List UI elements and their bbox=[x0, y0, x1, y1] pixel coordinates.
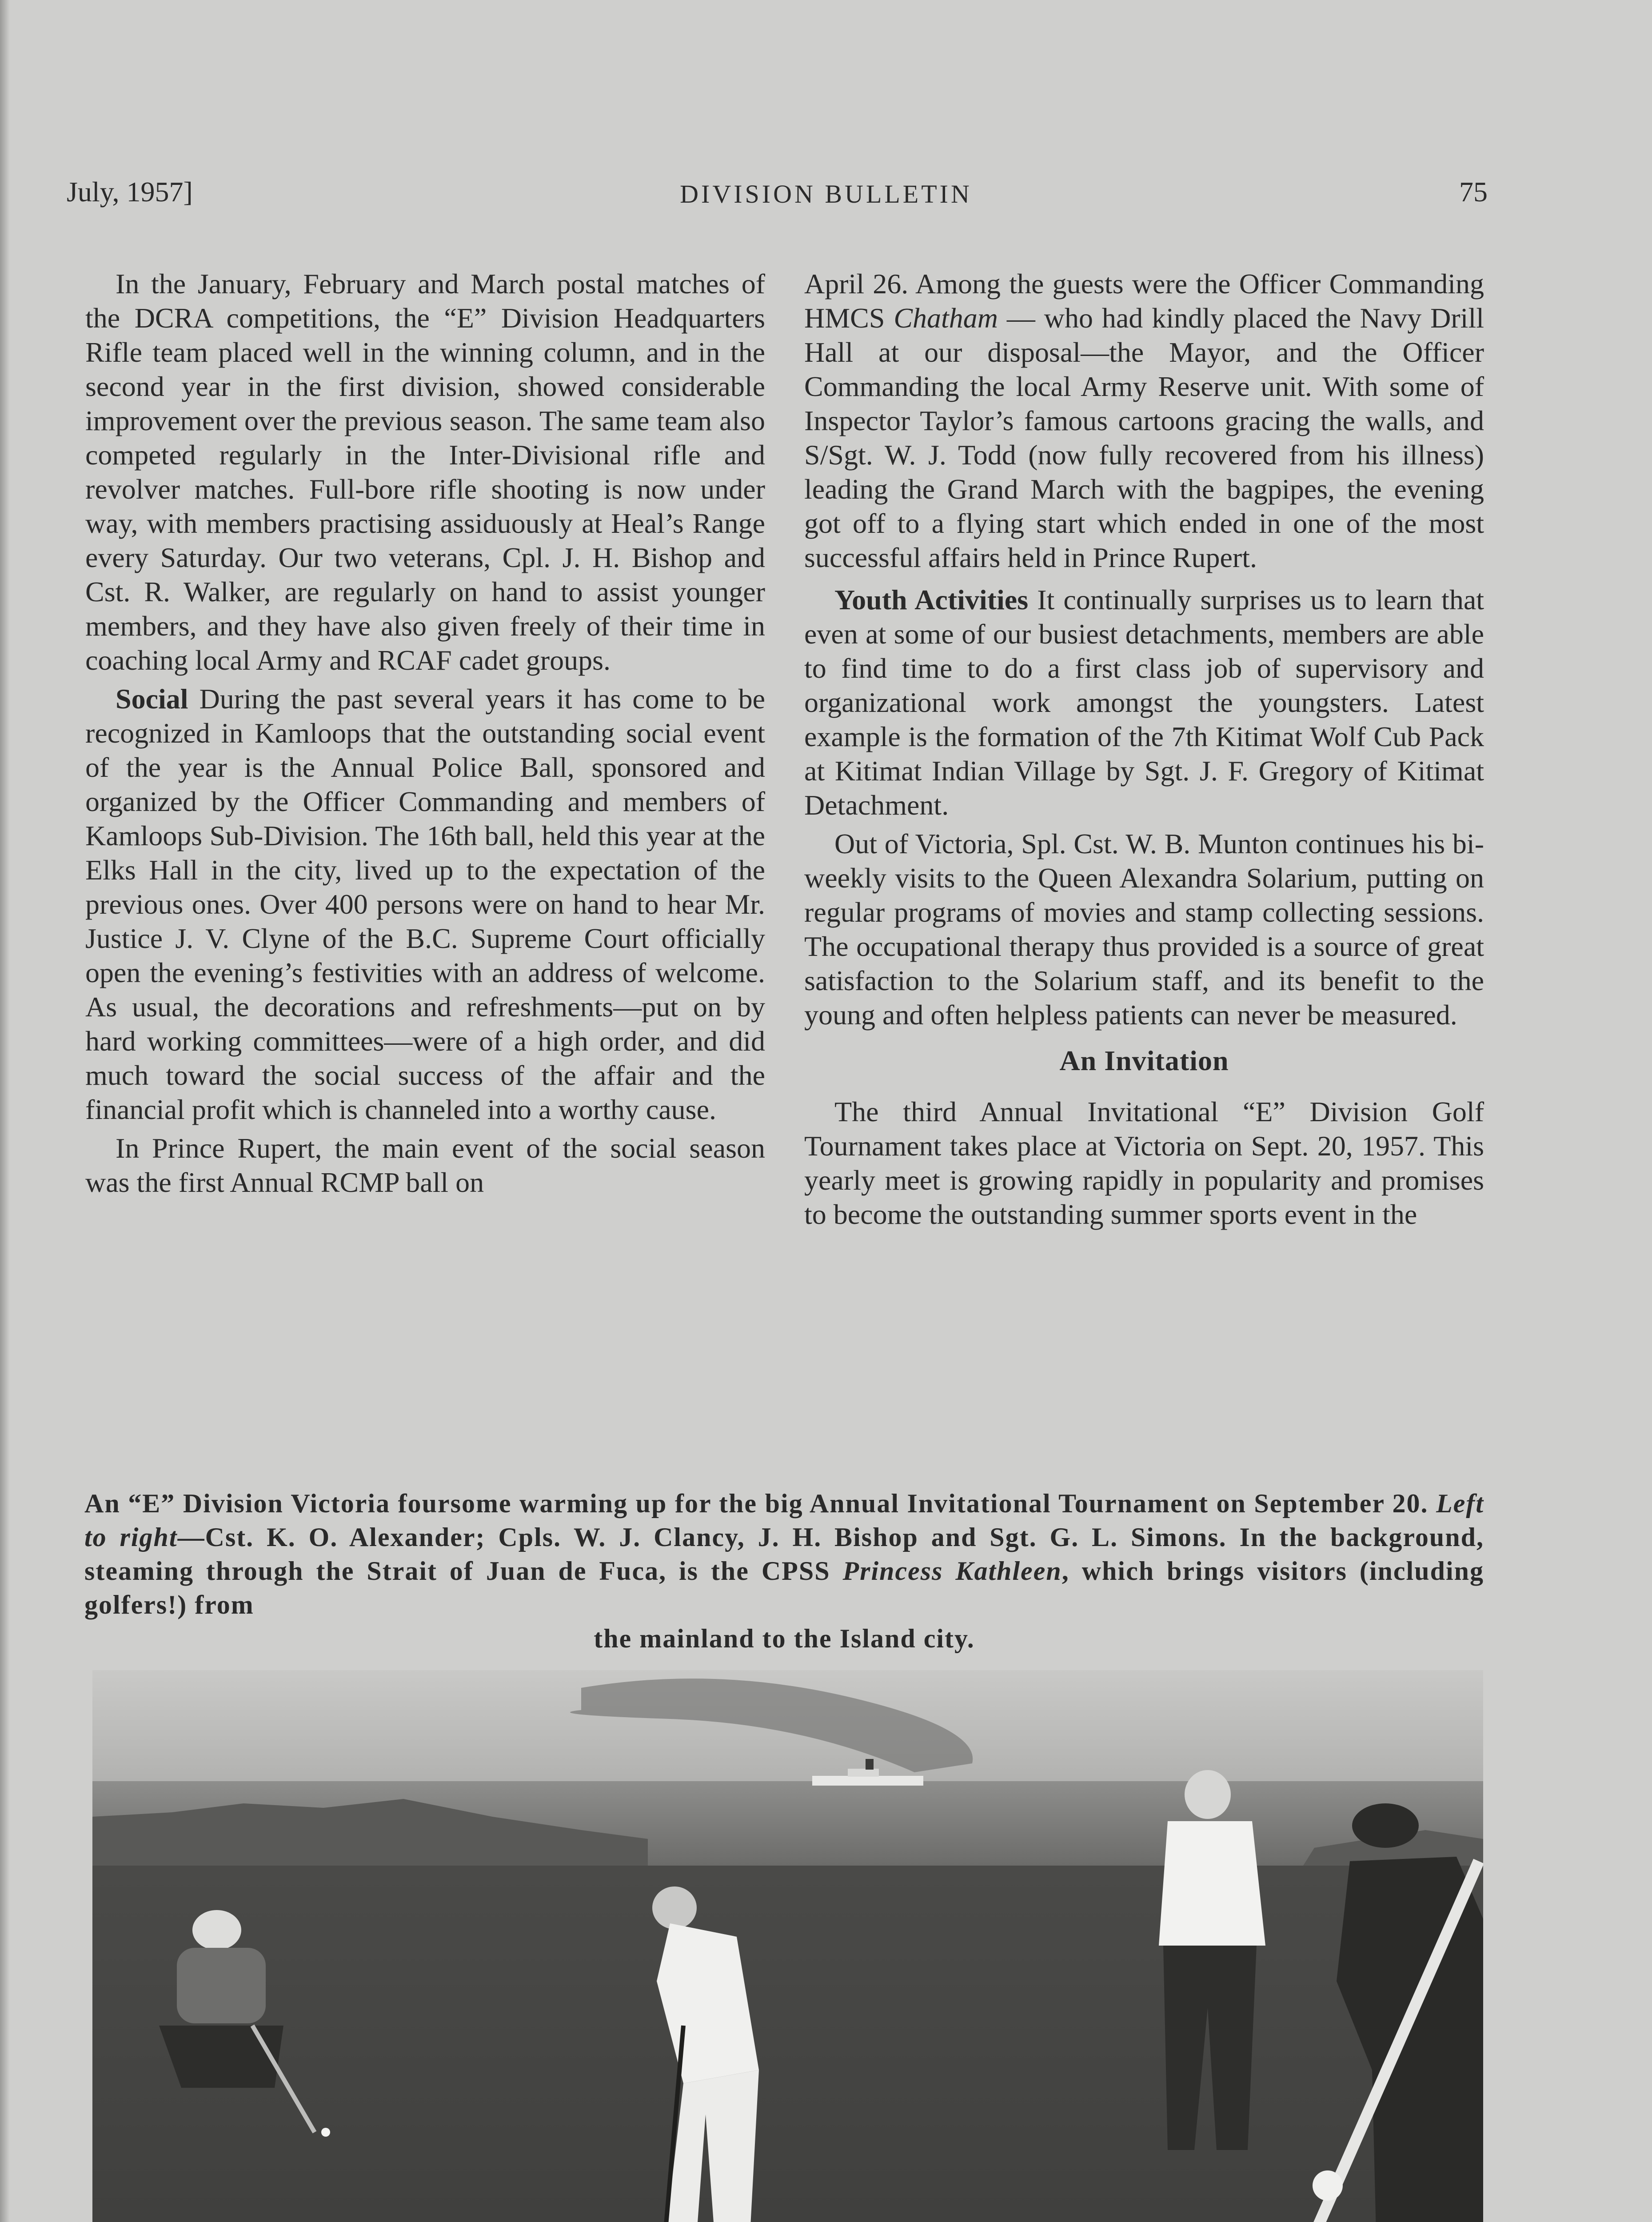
header-title: DIVISION BULLETIN bbox=[680, 180, 972, 208]
social-text: During the past several years it has come to be recognized in Kamloops that the outstanding social event of the year is the Annual Police Ball, sponsored and organized by the Officer Commanding and members of Kamloops Sub-Division. The 16th ball, held this year at the Elks Hall in the city, lived up to the expectation of the previous ones. Over 400 persons were on hand to hear Mr. Justice J. V. Clyne of the B.C. Supreme Court officially open the evening’s festivities with an address of welcome. As usual, the decorations and refreshments—put on by hard working committees—were of a high order, and did much toward the social success of the affair and the financial profit which is channeled into a worthy cause. bbox=[85, 683, 766, 1125]
header-date: July, 1957] bbox=[67, 176, 193, 208]
photo-caption bbox=[84, 1487, 1484, 1655]
ball-text-b: — who had kindly placed the Navy Drill Hall at our disposal—the Mayor, and the Officer Commanding the local Army Reserve unit. With some of Inspector Taylor’s famous cartoons gracing the walls, and S/Sgt. W. J. Todd (now fully recovered from his illness) leading the Grand March with the bagpipes, the evening got off to a flying start which ended in one of the most successful affairs held in Prince Rupert. bbox=[804, 302, 1484, 573]
youth-text: It continually surprises us to learn that even at some of our busiest detachments, members are able to find time to do a first class job of supervisory and organizational work amongst the youngsters. Latest example is the formation of the 7th Kitimat Wolf Cub Pack at Kitimat Indian Village by Sgt. J. F. Gregory of Kitimat Detachment. bbox=[804, 584, 1484, 821]
rifle-paragraph: In the January, February and March postal matches of the DCRA competitions, the “E” Division Headquarters Rifle team placed well in the winning column, and in the second year in the first division, showed considerable improvement over the previous season. The same team also competed regularly in the Inter-Divisional rifle and revolver matches. Full-bore rifle shooting is now under way, with members practising assiduously at Heal’s Range every Saturday. Our two veterans, Cpl. J. H. Bishop and Cst. R. Walker, are regularly on hand to assist younger members, and they have also given freely of their time in coaching local Army and RCAF cadet groups. bbox=[85, 268, 765, 676]
invitation-paragraph: The third Annual Invitational “E” Division Golf Tournament takes place at Victoria on Sept. 20, 1957. This yearly meet is growing rapidly in popularity and promises to become the outstanding summer sports event in the bbox=[804, 1096, 1484, 1230]
caption-part1: An “E” Division Victoria foursome warming up for the big Annual Invitational Tournament on September 20. bbox=[84, 1489, 1437, 1518]
page-spine-shadow bbox=[0, 0, 10, 2222]
caption-part2: —Cst. K. O. Alexander; Cpls. W. J. Clancy, J. H. Bishop and Sgt. G. L. Simons. In the background, steaming through the Strait of Juan de Fuca, is the CPSS bbox=[84, 1523, 1484, 1586]
photo-green bbox=[92, 1866, 1483, 2222]
running-head bbox=[0, 176, 1652, 211]
caption-part3: , which brings visitors (including golfers!) from bbox=[84, 1556, 1484, 1619]
right-column bbox=[804, 267, 1484, 1231]
golf-ball-far bbox=[321, 2128, 330, 2137]
social-paragraph bbox=[85, 682, 765, 1127]
caption-last-line: the mainland to the Island city. bbox=[594, 1624, 975, 1653]
youth-heading: Youth Activities bbox=[834, 584, 1029, 615]
caption-italic2: Princess Kathleen bbox=[842, 1556, 1062, 1586]
solarium-paragraph: Out of Victoria, Spl. Cst. W. B. Munton continues his bi-weekly visits to the Queen Alexandra Solarium, putting on regular programs of movies and stamp collecting sessions. The occupational therapy thus provided is a source of great satisfaction to the Solarium staff, and its benefit to the young and often helpless patients can never be measured. bbox=[804, 828, 1484, 1031]
prince-rupert-paragraph: In Prince Rupert, the main event of the social season was the first Annual RCMP ball on bbox=[85, 1132, 765, 1198]
golf-photo bbox=[92, 1670, 1483, 2222]
youth-paragraph bbox=[804, 583, 1484, 822]
caption-italic1: Left to right bbox=[84, 1489, 1484, 1552]
social-heading: Social bbox=[116, 683, 188, 715]
ball-text-a: April 26. Among the guests were the Officer Commanding HMCS bbox=[804, 268, 1484, 334]
invitation-heading: An Invitation bbox=[1059, 1045, 1229, 1076]
ship-name: Chatham bbox=[894, 302, 998, 334]
page-number: 75 bbox=[1459, 176, 1488, 208]
left-column bbox=[85, 267, 765, 1199]
ball-paragraph bbox=[804, 267, 1484, 575]
